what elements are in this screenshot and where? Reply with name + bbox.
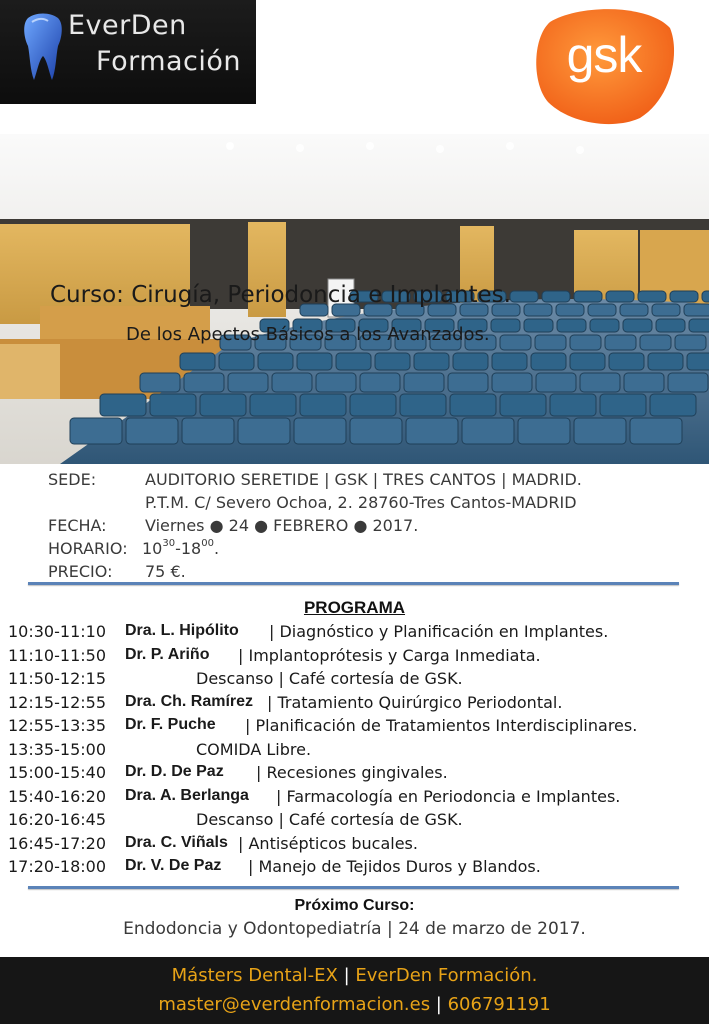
auditorium-seat [606, 291, 634, 302]
auditorium-seat [702, 291, 709, 302]
divider-top [28, 582, 679, 585]
precio-label: PRECIO: [48, 562, 113, 581]
programa-time: 11:10-11:50 [8, 645, 106, 665]
auditorium-seat [687, 353, 709, 370]
auditorium-seat [500, 394, 546, 416]
programa-time: 13:35-15:00 [8, 739, 106, 759]
programa-time: 12:15-12:55 [8, 692, 106, 712]
auditorium-seat [100, 394, 146, 416]
auditorium-seat [294, 418, 346, 444]
auditorium-seat [462, 418, 514, 444]
programa-time: 10:30-11:10 [8, 622, 106, 641]
auditorium-seat [414, 353, 449, 370]
auditorium-seat [375, 353, 410, 370]
auditorium-seat [404, 373, 444, 392]
auditorium-seat [219, 353, 254, 370]
auditorium-seat [623, 319, 652, 332]
auditorium-seat [574, 418, 626, 444]
programa-speaker: Dr. V. De Paz [125, 857, 222, 874]
auditorium-seat [182, 418, 234, 444]
auditorium-seat [640, 335, 671, 350]
auditorium-seat [580, 373, 620, 392]
programa-time: 12:55-13:35 [8, 716, 106, 735]
auditorium-seat [689, 319, 709, 332]
auditorium-seat [272, 373, 312, 392]
programa-speaker: Dra. A. Berlanga [125, 786, 249, 804]
auditorium-seat [650, 394, 696, 416]
brand-line2: Formación [96, 46, 242, 77]
programa-time: 17:20-18:00 [8, 857, 106, 876]
auditorium-seat [524, 319, 553, 332]
auditorium-seat [126, 418, 178, 444]
auditorium-seat [360, 373, 400, 392]
auditorium-seat [570, 353, 605, 370]
auditorium-seat [600, 394, 646, 416]
footer [0, 957, 709, 1024]
programa-break: Descanso | Café cortesía de GSK. [196, 669, 463, 688]
programa-speaker: Dr. D. De Paz [125, 763, 224, 780]
sede-value: AUDITORIO SERETIDE | GSK | TRES CANTOS | MADRID. [145, 470, 582, 489]
programa-topic: | Planificación de Tratamientos Interdisciplinares. [245, 716, 638, 735]
programa-speaker: Dra. L. Hipólito [125, 622, 239, 639]
footer-sep2: | [430, 994, 448, 1015]
horario-start: 10 [142, 539, 163, 558]
auditorium-seat [648, 353, 683, 370]
programa-speaker: Dra. Ch. Ramírez [125, 692, 254, 710]
auditorium-seat [316, 373, 356, 392]
fecha-value: Viernes ● 24 ● FEBRERO ● 2017. [145, 516, 419, 535]
address-value: P.T.M. C/ Severo Ochoa, 2. 28760-Tres Cantos-MADRID [145, 493, 577, 512]
auditorium-seat [675, 335, 706, 350]
horario-value [142, 539, 219, 558]
header [0, 0, 709, 132]
auditorium-seat [350, 394, 396, 416]
auditorium-seat [684, 304, 709, 316]
footer-line1 [0, 965, 709, 986]
auditorium-seat [453, 353, 488, 370]
horario-end-min: 00 [201, 538, 214, 549]
footer-sep1: | [337, 965, 356, 986]
footer-brand-everden: EverDen Formación. [355, 965, 538, 986]
divider-bottom [28, 886, 679, 889]
auditorium-seat [638, 291, 666, 302]
auditorium-seat [531, 353, 566, 370]
next-course-detail: Endodoncia y Odontopediatría | 24 de marzo de 2017. [123, 919, 586, 939]
tooth-icon [22, 12, 64, 82]
auditorium-seat [652, 304, 680, 316]
auditorium-seat [70, 418, 122, 444]
footer-email-link[interactable]: master@everdenformacion.es [158, 994, 431, 1015]
programa-topic: | Recesiones gingivales. [256, 763, 448, 782]
auditorium-seat [668, 373, 708, 392]
next-course-title: Próximo Curso: [294, 897, 415, 914]
programa-speaker: Dr. P. Ariño [125, 645, 210, 663]
programa-topic: | Implantoprótesis y Carga Inmediata. [238, 645, 541, 665]
brand-line1: EverDen [68, 10, 187, 41]
auditorium-seat [500, 335, 531, 350]
auditorium-seat [180, 353, 215, 370]
auditorium-seat [590, 319, 619, 332]
horario-end: 18 [180, 539, 202, 558]
auditorium-seat [297, 353, 332, 370]
auditorium-seat [624, 373, 664, 392]
auditorium-seat [535, 335, 566, 350]
programa-title: PROGRAMA [303, 598, 406, 617]
auditorium-seat [228, 373, 268, 392]
auditorium-seat [556, 304, 584, 316]
programa-time: 15:00-15:40 [8, 763, 106, 782]
programa-topic: | Diagnóstico y Planificación en Implantes. [269, 622, 609, 641]
auditorium-seat [524, 304, 552, 316]
auditorium-seat [406, 418, 458, 444]
auditorium-seat [450, 394, 496, 416]
auditorium-seat [609, 353, 644, 370]
auditorium-seat [518, 418, 570, 444]
footer-brand-masters: Másters Dental-EX [171, 965, 338, 986]
horario-label: HORARIO: [48, 539, 128, 558]
auditorium-seat [140, 373, 180, 392]
footer-line2 [0, 994, 709, 1015]
auditorium-seat [200, 394, 246, 416]
auditorium-seat [492, 353, 527, 370]
programa-time: 11:50-12:15 [8, 669, 106, 688]
horario-sep: - [175, 539, 181, 558]
auditorium-seat [184, 373, 224, 392]
auditorium-seat [656, 319, 685, 332]
programa-topic: | Manejo de Tejidos Duros y Blandos. [248, 857, 541, 876]
auditorium-seat [250, 394, 296, 416]
course-subtitle: De los Apectos Básicos a los Avanzados. [126, 324, 490, 345]
programa-break: COMIDA Libre. [196, 739, 312, 759]
auditorium-seat [258, 353, 293, 370]
programa-time: 16:20-16:45 [8, 810, 106, 829]
auditorium-seat [542, 291, 570, 302]
auditorium-seat [536, 373, 576, 392]
auditorium-seat [670, 291, 698, 302]
auditorium-seat [574, 291, 602, 302]
auditorium-seat [588, 304, 616, 316]
programa-break: Descanso | Café cortesía de GSK. [196, 810, 463, 829]
programa-topic: | Antisépticos bucales. [238, 833, 418, 853]
horario-start-min: 30 [162, 538, 176, 549]
programa-speaker: Dra. C. Viñals [125, 833, 228, 851]
auditorium-seat [570, 335, 601, 350]
auditorium-seat [510, 291, 538, 302]
auditorium-seat [238, 418, 290, 444]
programa-time: 15:40-16:20 [8, 786, 106, 806]
auditorium-seat [300, 394, 346, 416]
auditorium-seat [350, 418, 402, 444]
auditorium-seat [491, 319, 520, 332]
programa-topic: | Farmacología en Periodoncia e Implantes. [276, 786, 621, 806]
sede-label: SEDE: [48, 470, 97, 489]
course-title: Curso: Cirugía, Periodoncia e Implantes. [50, 282, 511, 308]
auditorium-seat [336, 353, 371, 370]
auditorium-seat [605, 335, 636, 350]
auditorium-seat [557, 319, 586, 332]
everden-logo [0, 0, 256, 104]
programa-time: 16:45-17:20 [8, 833, 106, 853]
auditorium-seat [448, 373, 488, 392]
auditorium-seat [150, 394, 196, 416]
auditorium-seat [630, 418, 682, 444]
fecha-label: FECHA: [48, 516, 107, 535]
precio-value: 75 €. [145, 562, 186, 581]
programa-speaker: Dr. F. Puche [125, 716, 216, 733]
auditorium-seat [492, 373, 532, 392]
auditorium-seat [620, 304, 648, 316]
gsk-logo [530, 2, 678, 126]
horario-end-dot: . [213, 539, 220, 558]
gsk-wordmark: gsk [566, 27, 642, 83]
footer-phone[interactable]: 606791191 [447, 994, 551, 1015]
auditorium-seat [400, 394, 446, 416]
programa-topic: | Tratamiento Quirúrgico Periodontal. [267, 692, 563, 712]
hero-image [0, 134, 709, 464]
auditorium-seat [550, 394, 596, 416]
